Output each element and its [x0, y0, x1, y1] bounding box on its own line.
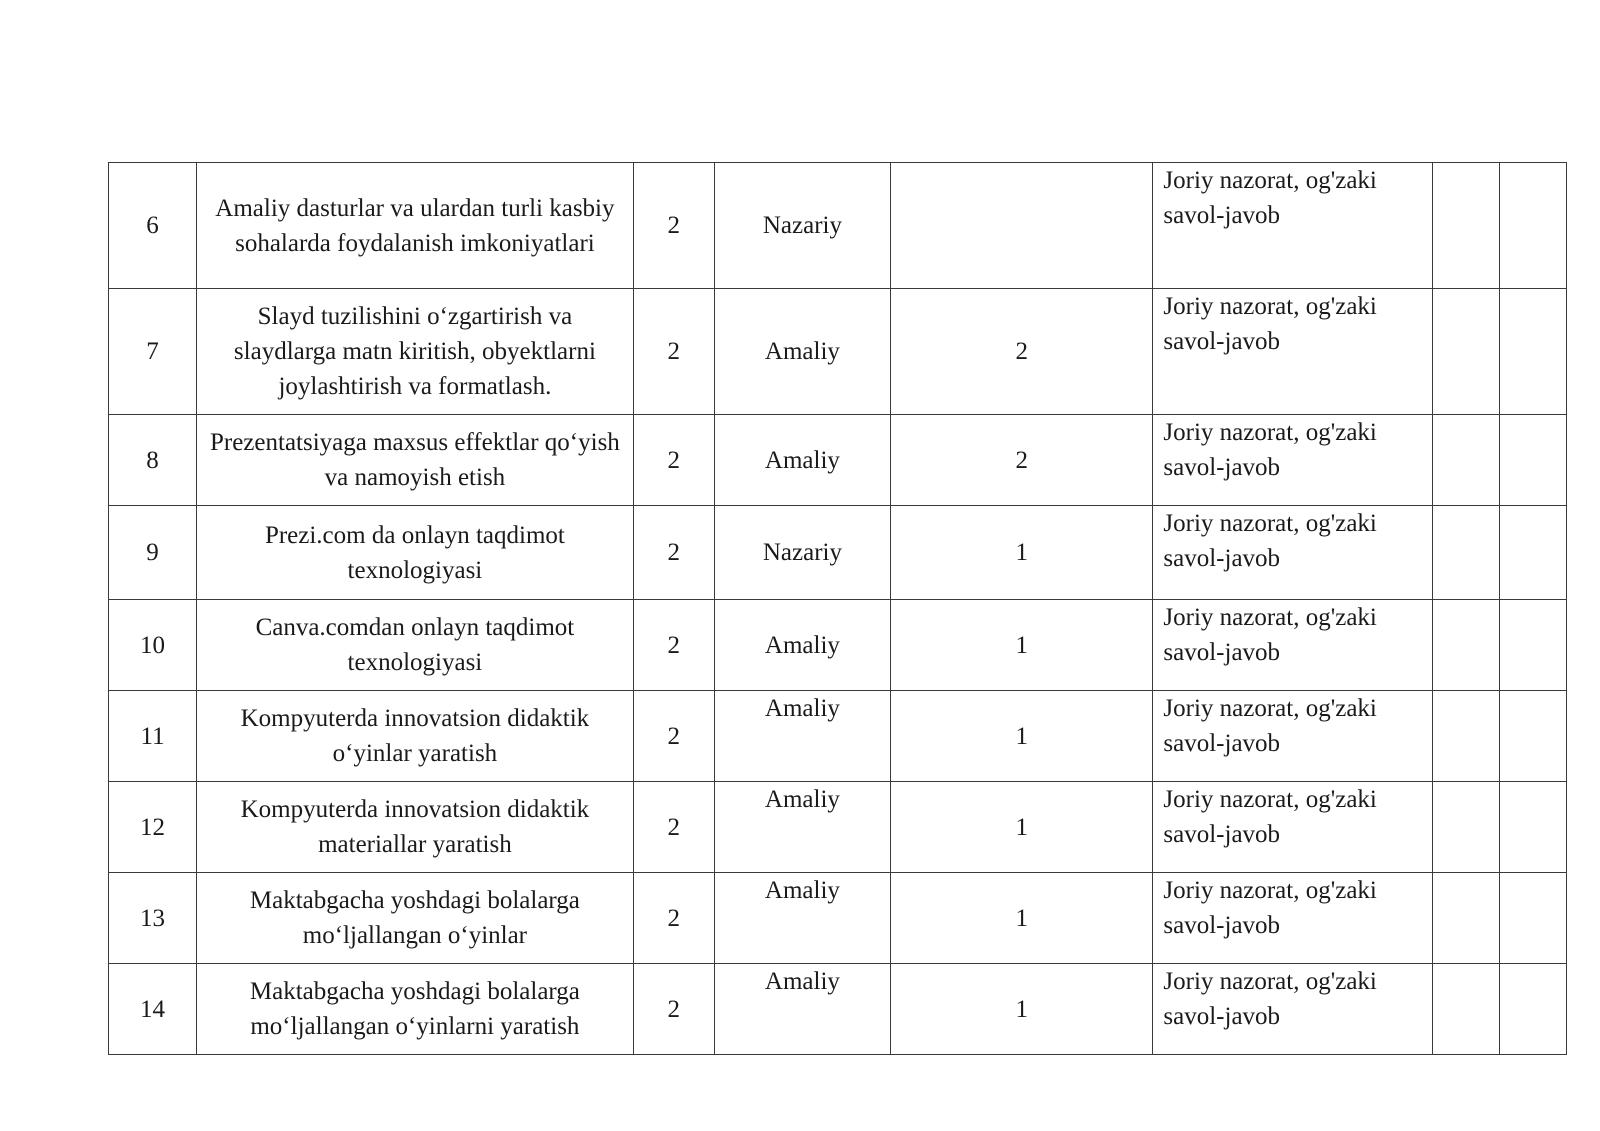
control-method-cell: Joriy nazorat, og'zaki savol-javob: [1153, 415, 1432, 506]
empty-cell: [1432, 691, 1499, 782]
extra-hours-cell: 1: [891, 506, 1153, 600]
extra-hours-cell: 2: [891, 415, 1153, 506]
table-row: [109, 600, 1567, 691]
table-row: [109, 691, 1567, 782]
empty-cell: [1432, 964, 1499, 1055]
empty-cell: [1499, 506, 1566, 600]
lesson-type-cell: Amaliy: [714, 691, 890, 782]
control-method-cell: Joriy nazorat, og'zaki savol-javob: [1153, 964, 1432, 1055]
row-number: 14: [109, 964, 197, 1055]
control-method-cell: Joriy nazorat, og'zaki savol-javob: [1153, 506, 1432, 600]
topic-cell: Canva.comdan onlayn taqdimot texnologiyasi: [197, 600, 634, 691]
extra-hours-cell: 1: [891, 600, 1153, 691]
empty-cell: [1499, 415, 1566, 506]
hours-cell: 2: [633, 415, 714, 506]
empty-cell: [1432, 163, 1499, 289]
hours-cell: 2: [633, 600, 714, 691]
control-method-cell: Joriy nazorat, og'zaki savol-javob: [1153, 782, 1432, 873]
topic-cell: Kompyuterda innovatsion didaktik o‘yinlar yaratish: [197, 691, 634, 782]
row-number: 12: [109, 782, 197, 873]
lesson-type-cell: Amaliy: [714, 289, 890, 415]
lesson-type-cell: Amaliy: [714, 782, 890, 873]
topic-cell: Slayd tuzilishini o‘zgartirish va slaydlarga matn kiritish, obyektlarni joylashtirish va formatlash.: [197, 289, 634, 415]
table-row: [109, 163, 1567, 289]
extra-hours-cell: 1: [891, 873, 1153, 964]
row-number: 11: [109, 691, 197, 782]
extra-hours-cell: 2: [891, 289, 1153, 415]
lesson-type-cell: Amaliy: [714, 600, 890, 691]
table-row: [109, 964, 1567, 1055]
hours-cell: 2: [633, 782, 714, 873]
hours-cell: 2: [633, 964, 714, 1055]
table-row: [109, 506, 1567, 600]
empty-cell: [1499, 782, 1566, 873]
empty-cell: [1499, 289, 1566, 415]
empty-cell: [1432, 873, 1499, 964]
empty-cell: [1499, 873, 1566, 964]
topic-cell: Amaliy dasturlar va ulardan turli kasbiy sohalarda foydalanish imkoniyatlari: [197, 163, 634, 289]
lesson-type-cell: Amaliy: [714, 964, 890, 1055]
extra-hours-cell: [891, 163, 1153, 289]
empty-cell: [1499, 600, 1566, 691]
hours-cell: 2: [633, 289, 714, 415]
control-method-cell: Joriy nazorat, og'zaki savol-javob: [1153, 289, 1432, 415]
hours-cell: 2: [633, 691, 714, 782]
lesson-type-cell: Amaliy: [714, 873, 890, 964]
lesson-type-cell: Nazariy: [714, 163, 890, 289]
topic-cell: Prezi.com da onlayn taqdimot texnologiyasi: [197, 506, 634, 600]
extra-hours-cell: 1: [891, 964, 1153, 1055]
control-method-cell: Joriy nazorat, og'zaki savol-javob: [1153, 873, 1432, 964]
control-method-cell: Joriy nazorat, og'zaki savol-javob: [1153, 691, 1432, 782]
row-number: 9: [109, 506, 197, 600]
row-number: 8: [109, 415, 197, 506]
control-method-cell: Joriy nazorat, og'zaki savol-javob: [1153, 163, 1432, 289]
table-row: [109, 415, 1567, 506]
topic-cell: Kompyuterda innovatsion didaktik materiallar yaratish: [197, 782, 634, 873]
hours-cell: 2: [633, 873, 714, 964]
empty-cell: [1499, 163, 1566, 289]
table-row: [109, 289, 1567, 415]
topic-cell: Maktabgacha yoshdagi bolalarga mo‘ljallangan o‘yinlar: [197, 873, 634, 964]
extra-hours-cell: 1: [891, 782, 1153, 873]
hours-cell: 2: [633, 163, 714, 289]
lesson-plan-table: [108, 162, 1567, 1055]
empty-cell: [1432, 289, 1499, 415]
row-number: 10: [109, 600, 197, 691]
topic-cell: Maktabgacha yoshdagi bolalarga mo‘ljallangan o‘yinlarni yaratish: [197, 964, 634, 1055]
empty-cell: [1432, 506, 1499, 600]
empty-cell: [1432, 782, 1499, 873]
row-number: 13: [109, 873, 197, 964]
row-number: 7: [109, 289, 197, 415]
empty-cell: [1499, 691, 1566, 782]
extra-hours-cell: 1: [891, 691, 1153, 782]
lesson-type-cell: Amaliy: [714, 415, 890, 506]
lesson-type-cell: Nazariy: [714, 506, 890, 600]
topic-cell: Prezentatsiyaga maxsus effektlar qo‘yish va namoyish etish: [197, 415, 634, 506]
table-row: [109, 782, 1567, 873]
table-row: [109, 873, 1567, 964]
row-number: 6: [109, 163, 197, 289]
empty-cell: [1499, 964, 1566, 1055]
empty-cell: [1432, 415, 1499, 506]
hours-cell: 2: [633, 506, 714, 600]
control-method-cell: Joriy nazorat, og'zaki savol-javob: [1153, 600, 1432, 691]
empty-cell: [1432, 600, 1499, 691]
